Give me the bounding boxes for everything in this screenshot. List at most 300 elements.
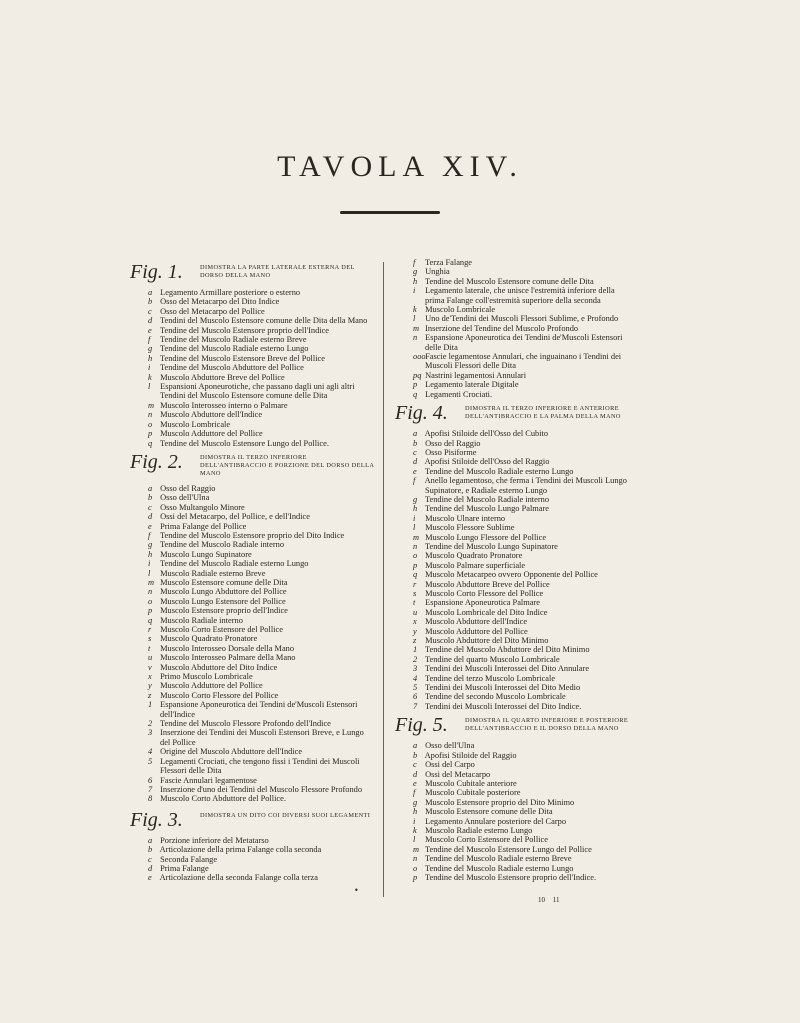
legend-entry [395,542,635,551]
legend-text: Tendine del Muscolo Estensore comune delle Dita [423,276,594,286]
legend-text: Legamenti Crociati, che tengono fissi i Tendini dei Muscoli Flessori delle Dita [158,756,360,776]
legend-text: Muscolo Lungo Estensore del Pollice [158,596,286,606]
legend-entry [395,448,635,457]
legend-key: e [148,873,152,883]
legend-entry [130,873,375,882]
legend-text: Tendini del Muscolo Estensore comune delle Dita della Mano [158,316,368,326]
legend-key: g [148,344,153,354]
legend-entry [130,439,375,448]
legend-text: Tendine del terzo Muscolo Lombricale [423,673,556,683]
legend-text: Tendine del Muscolo Radiale esterno Breve [423,854,572,864]
legend-entry [395,817,635,826]
legend-key: m [413,323,420,333]
legend-text: Tendine del secondo Muscolo Lombricale [423,692,566,702]
fig4-legend [395,429,635,711]
legend-key: s [148,634,152,644]
legend-text: Ossi del Metacarpo, del Pollice, e dell'Indice [158,512,310,522]
legend-key: h [413,504,418,514]
legend-key: o [148,419,153,429]
legend-key: a [148,483,153,493]
fig1-description: DIMOSTRA LA PARTE LATERALE ESTERNA DEL DORSO DELLA MANO [200,264,355,279]
legend-entry [395,504,635,513]
legend-key: o [413,863,418,873]
legend-entry [395,627,635,636]
legend-entry [395,655,635,664]
legend-key: i [148,559,151,569]
legend-text: Muscolo Estensore proprio dell'Indice [158,606,288,616]
legend-text: Espansioni Aponeurotiche, che passano dagli uni agli altri Tendini del Muscolo Estensore comune delle Dita [158,382,355,401]
legend-key: 5 [148,756,153,766]
legend-entry [395,770,635,779]
legend-key: d [413,769,418,779]
legend-text: Inserzione d'uno dei Tendini del Muscolo Flessore Profondo [158,784,363,794]
legend-text: Muscolo Interosseo interno o Palmare [158,400,288,410]
legend-key: d [148,512,153,522]
legend-entry [395,598,635,607]
legend-entry [395,390,635,399]
legend-text: Muscolo Abduttore del Dito Indice [158,662,278,672]
legend-entry [395,580,635,589]
legend-key: b [413,438,418,448]
fig3-heading [130,810,375,830]
legend-text: Muscolo Estensore comune delle Dita [158,577,288,587]
legend-key: s [413,589,417,598]
legend-entry [395,314,635,323]
legend-entry [395,305,635,314]
legend-key: m [413,532,420,542]
legend-text: Muscolo Radiale interno [158,615,243,625]
fig4-description: DIMOSTRA IL TERZO INFERIORE E ANTERIORE DELL'ANTIBRACCIO E LA PALMA DELLA MANO [465,405,621,421]
legend-entry [130,493,375,502]
legend-key: i [413,816,416,826]
legend-key: k [148,372,152,382]
legend-entry [395,523,635,532]
legend-text: Osso del Raggio [158,483,216,493]
legend-entry [395,371,635,380]
legend-text: Legamenti Crociati. [423,389,493,399]
legend-entry [130,344,375,353]
legend-entry [130,578,375,587]
legend-entry [130,836,375,845]
legend-text: Tendine del quarto Muscolo Lombricale [423,654,560,664]
legend-entry [130,484,375,493]
legend-entry [130,616,375,625]
legend-key: g [413,797,418,807]
legend-key: p [148,606,153,616]
legend-key: a [148,288,153,297]
title-rule [340,211,440,214]
legend-text: Legamento Annulare posteriore del Carpo [423,816,567,826]
right-column [395,258,635,882]
legend-entry [395,551,635,560]
fig1-label: Fig. 1. [130,261,183,283]
legend-key: e [413,466,417,476]
legend-text: Osso del Metacarpo del Pollice [158,306,265,316]
legend-entry [130,653,375,662]
legend-text: Osso dell'Ulna [158,493,210,503]
legend-text: Tendine del Muscolo Radiale esterno Lungo [158,344,309,354]
legend-key: 3 [413,664,418,674]
legend-key: p [413,560,418,570]
legend-key: 5 [413,683,418,693]
legend-key: n [413,541,418,551]
legend-text: Muscolo Lombricale [158,419,231,429]
legend-text: Muscolo Corto Abduttore del Pollice. [158,794,286,804]
legend-text: Osso Pisiforme [423,447,477,457]
legend-key: 4 [413,673,418,683]
legend-entry [130,700,375,719]
legend-entry [395,835,635,844]
legend-text: Muscolo Ulnare interno [423,513,506,523]
legend-text: Tendine del Muscolo Estensore Lungo del Pollice. [158,438,329,448]
legend-entry [130,373,375,382]
legend-key: a [148,835,153,845]
legend-key: 2 [413,654,418,664]
legend-entry [395,864,635,873]
legend-text: Muscolo Lungo Abduttore del Pollice [158,587,287,597]
fig2-legend [130,484,375,804]
fig1-heading [130,262,375,282]
legend-entry [395,267,635,276]
legend-text: Muscolo Corto Estensore del Pollice [158,625,283,634]
legend-text: Muscolo Interosseo Dorsale della Mano [158,643,295,653]
legend-key: 6 [148,775,153,785]
legend-key: o [148,596,153,606]
legend-entry [130,363,375,372]
legend-key: u [148,653,153,663]
legend-key: c [148,306,152,316]
legend-text: Muscolo Abduttore del Dito Minimo [423,636,549,646]
legend-key: o [413,551,418,561]
legend-key: e [148,521,152,531]
legend-key: f [413,476,416,486]
legend-entry [395,333,635,352]
legend-key: i [413,513,416,523]
legend-entry [395,788,635,797]
legend-key: l [413,523,416,533]
legend-key: n [148,587,153,597]
legend-text: Prima Falange [158,863,209,873]
legend-entry [130,335,375,344]
legend-key: 8 [148,794,153,804]
left-column [130,258,375,883]
legend-text: Tendine del Muscolo Radiale esterno Lungo [423,863,574,873]
legend-entry [395,702,635,711]
legend-entry [395,854,635,863]
legend-key: c [148,854,152,864]
legend-text: Muscolo Abduttore dell'Indice [158,410,263,420]
legend-entry [395,617,635,626]
legend-text: Tendine del Muscolo Radiale interno [158,540,285,550]
fig2-label: Fig. 2. [130,450,183,473]
legend-text: Tendine del Muscolo Estensore Lungo del Pollice [423,844,592,854]
legend-entry [395,429,635,438]
legend-key: e [148,325,152,335]
page-title: TAVOLA XIV. [277,150,523,183]
legend-text: Tendine del Muscolo Radiale esterno Lungo [423,466,574,476]
legend-entry [130,569,375,578]
legend-text: Unghia [423,267,450,277]
legend-text: Tendine del Muscolo Radiale interno [423,494,550,504]
legend-text: Inserzione del Tendine del Muscolo Profondo [423,323,579,333]
legend-key: g [148,540,153,550]
legend-key: y [148,681,152,691]
legend-text: Articolazione della seconda Falange colla terza [158,873,318,883]
legend-entry [395,873,635,882]
legend-entry [395,741,635,750]
legend-entry [395,589,635,598]
legend-key: f [148,335,151,345]
legend-text: Inserzione dei Tendini dei Muscoli Estensori Breve, e Lungo del Pollice [158,728,364,747]
legend-key: l [148,568,151,578]
fig5-description: DIMOSTRA IL QUARTO INFERIORE E POSTERIORE DELL'ANTIBRACCIO E IL DORSO DELLA MANO [465,717,629,733]
legend-entry [395,277,635,286]
legend-key: 4 [148,747,153,757]
legend-text: Legamento Armillare posteriore o esterno [158,288,301,297]
legend-text: Tendine del Muscolo Lungo Supinatore [423,541,558,551]
legend-entry [395,636,635,645]
legend-text: Muscolo Corto Flessore del Pollice [158,690,279,700]
legend-entry [395,286,635,305]
legend-entry [130,606,375,615]
legend-entry [130,757,375,776]
legend-text: Origine del Muscolo Abduttore dell'Indice [158,747,303,757]
legend-key: c [413,760,417,770]
legend-text: Terza Falange [423,258,473,267]
legend-text: Legamento laterale, che unisce l'estremità inferiore della prima Falange coll'estremità superiore della seconda [423,286,615,305]
legend-entry [130,512,375,521]
legend-entry [395,476,635,495]
legend-text: Espansione Aponeurotica dei Tendini de'Muscoli Estensori delle Dita [423,333,623,352]
fig5-heading [395,715,635,735]
legend-key: m [148,400,155,410]
legend-entry [130,401,375,410]
legend-entry [395,495,635,504]
legend-entry [395,467,635,476]
legend-text: Uno de'Tendini dei Muscoli Flessori Sublime, e Profondo [423,314,619,324]
legend-entry [395,760,635,769]
legend-entry [130,597,375,606]
legend-entry [130,382,375,401]
legend-text: Prima Falange del Pollice [158,521,247,531]
legend-entry [395,674,635,683]
legend-entry [130,785,375,794]
legend-text: Ossi del Metacarpo [423,769,491,779]
legend-text: Tendine del Muscolo Flessore Profondo dell'Indice [158,719,331,729]
fig1-legend [130,288,375,448]
legend-key: b [148,493,153,503]
legend-text: Muscolo Estensore proprio del Dito Minimo [423,797,575,807]
legend-key: n [413,854,418,864]
legend-key: 7 [413,701,418,711]
legend-text: Legamento laterale Digitale [423,380,519,390]
legend-text: Fascie legamentose Annulari, che inguainano i Tendini dei Muscoli Flessori delle Dita [423,352,622,371]
fig2-heading [130,452,375,478]
legend-text: Muscolo Lungo Supinatore [158,549,252,559]
legend-entry [395,380,635,389]
legend-key: q [148,615,153,625]
legend-entry [130,540,375,549]
legend-key: i [148,363,151,373]
legend-entry [395,751,635,760]
legend-entry [130,747,375,756]
fig3-description: DIMOSTRA UN DITO COI DIVERSI SUOI LEGAMENTI [200,811,371,819]
legend-text: Muscolo Flessore Sublime [423,523,515,533]
legend-key: g [413,267,418,277]
legend-key: r [148,625,152,634]
legend-key: g [413,494,418,504]
legend-key: z [413,636,417,646]
page-numbers: 10 11 [538,896,560,904]
legend-text: Ossi del Carpo [423,760,475,770]
legend-entry [130,550,375,559]
legend-entry [130,644,375,653]
legend-entry [395,352,635,371]
legend-text: Tendine del Muscolo Estensore proprio dell'Indice [158,325,330,335]
legend-entry [130,420,375,429]
legend-entry [130,794,375,803]
legend-text: Osso Multangolo Minore [158,502,245,512]
legend-text: Muscolo Abduttore Breve del Pollice [158,372,285,382]
legend-entry [395,514,635,523]
legend-entry [395,561,635,570]
legend-key: r [413,579,417,589]
legend-text: Muscolo Abduttore dell'Indice [423,617,528,627]
legend-key: p [148,429,153,439]
legend-key: l [413,314,416,324]
legend-text: Tendine del Muscolo Abduttore del Pollice [158,363,304,373]
legend-text: Porzione inferiore del Metatarso [158,835,269,845]
legend-entry [130,307,375,316]
legend-entry [395,692,635,701]
legend-key: l [148,382,151,392]
legend-entry [395,683,635,692]
legend-key: p [413,872,418,882]
legend-text: Fascie Annulari legamentose [158,775,257,785]
legend-key: pq [413,370,422,380]
legend-entry [395,645,635,654]
fig4-heading [395,403,635,423]
legend-key: m [413,844,420,854]
legend-text: Muscolo Quadrato Pronatore [158,634,258,644]
legend-key: i [413,286,416,296]
legend-key: b [148,845,153,855]
legend-entry [130,634,375,643]
legend-text: Tendini dei Muscoli Interossei del Dito Medio [423,683,581,693]
legend-key: x [413,617,417,627]
legend-text: Tendine del Muscolo Estensore proprio del Dito Indice [158,530,345,540]
legend-entry [130,864,375,873]
legend-text: Muscolo Cubitale posteriore [423,788,521,798]
legend-key: q [148,438,153,448]
legend-text: Osso del Raggio [423,438,481,448]
legend-entry [130,728,375,747]
legend-key: h [148,549,153,559]
legend-text: Muscolo Cubitale anteriore [423,778,517,788]
legend-text: Muscolo Radiale esterno Breve [158,568,266,578]
legend-key: q [413,570,418,580]
legend-key: 1 [148,700,153,710]
legend-key: q [413,389,418,399]
legend-entry [130,354,375,363]
legend-entry [130,776,375,785]
legend-entry [130,691,375,700]
legend-entry [395,533,635,542]
legend-key: v [148,662,152,672]
legend-entry [130,531,375,540]
legend-text: Tendine del Muscolo Lungo Palmare [423,504,550,514]
legend-text: Apofisi Stiloide del Raggio [423,750,517,760]
fig5-legend [395,741,635,882]
legend-text: Muscolo Estensore comune delle Dita [423,807,553,817]
legend-key: h [413,276,418,286]
legend-text: Muscolo Corto Estensore del Pollice [423,835,548,845]
legend-entry [130,326,375,335]
legend-text: Tendine del Muscolo Abduttore del Dito Minimo [423,645,590,655]
legend-text: Muscolo Radiale esterno Lungo [423,825,533,835]
fig3-legend [130,836,375,883]
legend-key: z [148,690,152,700]
legend-key: f [413,788,416,798]
legend-entry [130,522,375,531]
legend-entry [130,855,375,864]
legend-key: x [148,672,152,682]
fig3-legend-continued [395,258,635,399]
legend-text: Tendine del Muscolo Estensore proprio dell'Indice. [423,872,597,882]
legend-entry [130,429,375,438]
legend-key: ooo [413,352,426,362]
legend-text: Tendine del Muscolo Radiale esterno Breve [158,335,307,345]
legend-key: b [148,297,153,307]
legend-key: d [413,457,418,467]
legend-text: Muscolo Abduttore Breve del Pollice [423,579,550,589]
legend-entry [395,807,635,816]
legend-text: Tendini dei Muscoli Interossei del Dito Indice. [423,701,582,711]
legend-entry [130,663,375,672]
legend-entry [395,457,635,466]
legend-text: Osso del Metacarpo del Dito Indice [158,297,280,307]
legend-text: Muscolo Adduttore del Pollice [158,429,263,439]
legend-key: f [148,530,151,540]
legend-text: Apofisi Stiloide dell'Osso del Cubito [423,429,549,439]
legend-entry [395,664,635,673]
legend-entry [395,258,635,267]
legend-text: Muscolo Adduttore del Pollice [158,681,263,691]
legend-entry [130,503,375,512]
legend-key: k [413,825,417,835]
legend-text: Muscolo Palmare superficiale [423,560,526,570]
legend-key: 7 [148,784,153,794]
legend-entry [130,681,375,690]
legend-entry [130,410,375,419]
legend-text: Muscolo Quadrato Pronatore [423,551,523,561]
legend-text: Espansione Aponeurotica Palmare [423,598,540,608]
legend-key: a [413,429,418,439]
ink-mark: • [354,886,359,895]
legend-key: f [413,258,416,267]
legend-entry [130,587,375,596]
legend-text: Tendine del Muscolo Radiale esterno Lungo [158,559,309,569]
legend-text: Muscolo Adduttore del Pollice [423,626,528,636]
legend-entry [130,625,375,634]
legend-text: Primo Muscolo Lombricale [158,672,253,682]
legend-key: 1 [413,645,418,655]
legend-key: k [413,305,417,315]
legend-key: c [148,502,152,512]
legend-entry [395,779,635,788]
legend-entry [395,845,635,854]
legend-text: Muscolo Lungo Flessore del Pollice [423,532,547,542]
